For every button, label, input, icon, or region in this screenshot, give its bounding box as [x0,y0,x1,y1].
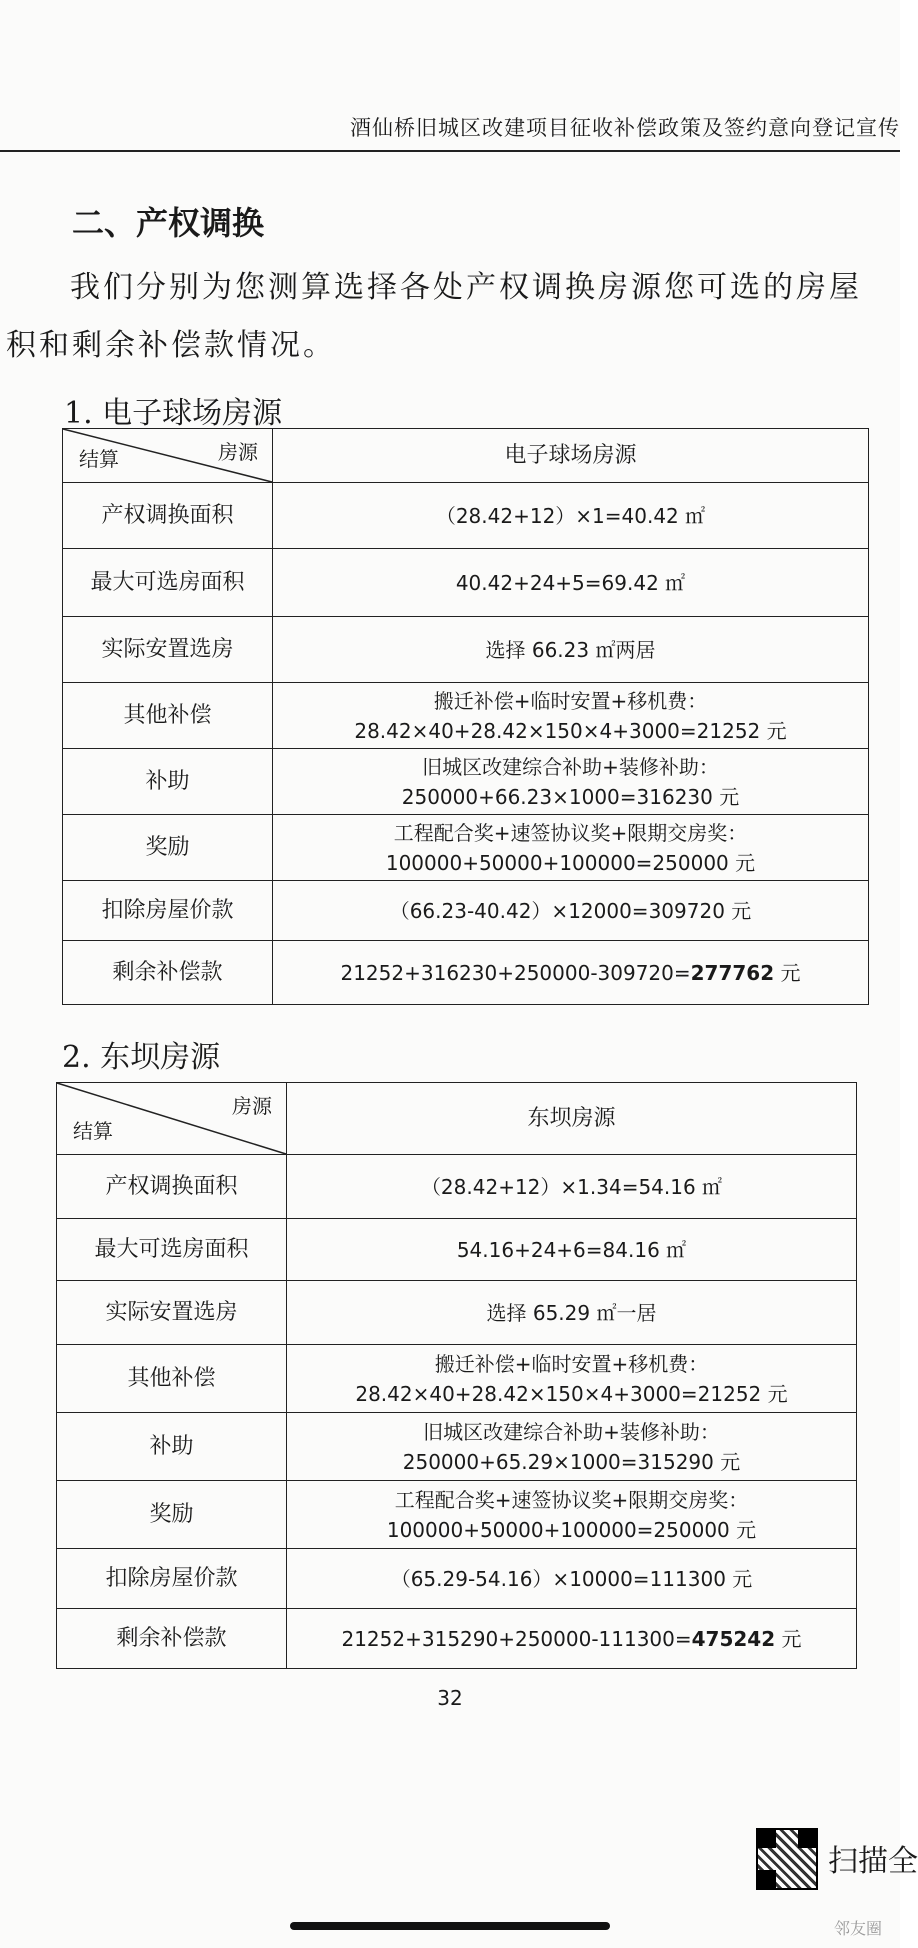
row-label: 补助 [57,1413,287,1481]
header-rule [0,150,900,152]
table-row [57,1219,857,1281]
row-value [273,749,869,815]
value-line: （66.23-40.42）×12000=309720 元 [389,898,752,923]
row-value [273,683,869,749]
value-line: 旧城区改建综合补助+装修补助： [422,754,719,779]
value-line: 选择 65.29 ㎡一居 [486,1300,657,1325]
table-corner-cell [63,429,273,483]
scan-prompt-text: 扫描全 [828,1844,918,1879]
intro-text-line-2: 积和剩余补偿款情况。 [6,328,336,363]
row-label: 产权调换面积 [63,483,273,549]
running-header: 酒仙桥旧城区改建项目征收补偿政策及签约意向登记宣传 [350,116,900,140]
row-value [287,1549,857,1609]
row-label: 最大可选房面积 [57,1219,287,1281]
table-1 [62,428,869,1005]
table-row [57,1345,857,1413]
row-value [273,881,869,941]
page-number: 32 [437,1686,463,1710]
row-label: 实际安置选房 [63,617,273,683]
value-line: 选择 66.23 ㎡两居 [485,637,656,662]
row-label: 补助 [63,749,273,815]
value-line: 工程配合奖+速签协议奖+限期交房奖： [394,1487,749,1512]
value-line: 旧城区改建综合补助+装修补助： [423,1419,720,1444]
value-line: 28.42×40+28.42×150×4+3000=21252 元 [354,718,787,743]
row-value [287,1481,857,1549]
table-row [57,1481,857,1549]
value-line: （65.29-54.16）×10000=111300 元 [390,1566,753,1591]
value-line: 40.42+24+5=69.42 ㎡ [455,570,686,595]
row-label: 扣除房屋价款 [57,1549,287,1609]
value-line: 搬迁补偿+临时安置+移机费： [433,688,708,713]
table-row [63,683,869,749]
row-value [273,815,869,881]
value-line: 250000+66.23×1000=316230 元 [401,784,740,809]
table-row [63,549,869,617]
table-row [57,1609,857,1669]
value-line: 100000+50000+100000=250000 元 [386,1517,757,1542]
result-value: 475242 [691,1626,776,1651]
value-line: 250000+65.29×1000=315290 元 [402,1449,741,1474]
table-row [63,941,869,1005]
row-label: 扣除房屋价款 [63,881,273,941]
table-row [63,483,869,549]
row-label: 其他补偿 [63,683,273,749]
corner-label-source: 房源 [218,440,258,464]
value-line: 搬迁补偿+临时安置+移机费： [434,1351,709,1376]
unit: 元 [774,960,801,985]
row-value [287,1345,857,1413]
watermark: 邻友圈 [834,1919,883,1938]
table-row [63,749,869,815]
formula: 21252+316230+250000-309720= [340,960,691,985]
intro-text-line-1: 我们分别为您测算选择各处产权调换房源您可选的房屋 [70,270,862,305]
home-indicator[interactable] [290,1922,610,1930]
row-value [273,617,869,683]
row-value [287,1281,857,1345]
row-label: 剩余补偿款 [57,1609,287,1669]
column-title: 东坝房源 [287,1083,857,1155]
table-row [63,881,869,941]
value-line: 28.42×40+28.42×150×4+3000=21252 元 [355,1381,788,1406]
corner-label-settlement: 结算 [79,447,119,471]
table-2-heading: 2. 东坝房源 [62,1040,221,1075]
value-line: 工程配合奖+速签协议奖+限期交房奖： [393,820,748,845]
row-value [287,1609,857,1669]
value-line: （28.42+12）×1=40.42 ㎡ [435,503,706,528]
table-row [57,1281,857,1345]
row-label: 实际安置选房 [57,1281,287,1345]
row-label: 奖励 [57,1481,287,1549]
corner-label-source: 房源 [232,1094,272,1118]
table-corner-cell [57,1083,287,1155]
table-1-heading: 1. 电子球场房源 [64,396,283,431]
row-value [287,1155,857,1219]
table-row [57,1413,857,1481]
qr-code-icon[interactable] [756,1828,818,1890]
row-value [287,1413,857,1481]
table-row [57,1083,857,1155]
table-row [57,1155,857,1219]
row-label: 剩余补偿款 [63,941,273,1005]
table-row [57,1549,857,1609]
table-row [63,429,869,483]
formula: 21252+315290+250000-111300= [341,1626,692,1651]
row-label: 其他补偿 [57,1345,287,1413]
corner-label-settlement: 结算 [73,1119,113,1143]
row-value [273,549,869,617]
column-title: 电子球场房源 [273,429,869,483]
table-row [63,815,869,881]
row-value [273,483,869,549]
value-line: 54.16+24+6=84.16 ㎡ [456,1237,687,1262]
value-line: （28.42+12）×1.34=54.16 ㎡ [420,1174,723,1199]
section-heading: 二、产权调换 [72,204,265,242]
row-value [287,1219,857,1281]
table-row [63,617,869,683]
row-label: 产权调换面积 [57,1155,287,1219]
row-label: 奖励 [63,815,273,881]
row-value [273,941,869,1005]
value-line: 100000+50000+100000=250000 元 [385,850,756,875]
result-value: 277762 [690,960,775,985]
unit: 元 [775,1626,802,1651]
table-2 [56,1082,857,1669]
row-label: 最大可选房面积 [63,549,273,617]
